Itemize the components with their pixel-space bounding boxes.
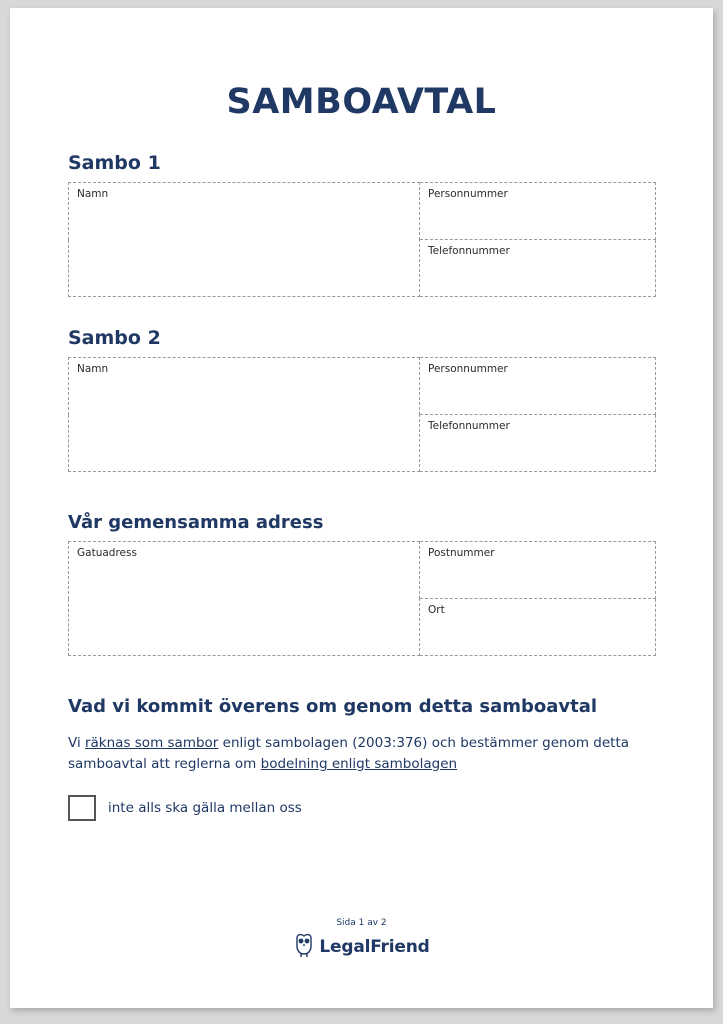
field-postnummer[interactable] xyxy=(420,542,656,599)
section-heading-sambo-1: Sambo 1 xyxy=(68,152,161,174)
section-heading-adress: Vår gemensamma adress xyxy=(68,512,324,533)
table-row xyxy=(69,358,656,415)
field-label: Namn xyxy=(77,363,109,375)
field-label: Personnummer xyxy=(428,363,508,375)
agreement-option-row[interactable] xyxy=(68,795,655,821)
field-telefonnummer-2[interactable] xyxy=(420,415,656,472)
document-page xyxy=(10,8,713,1008)
field-ort[interactable] xyxy=(420,599,656,656)
page-footer xyxy=(10,918,713,962)
field-group-sambo-1 xyxy=(68,182,656,297)
field-label: Telefonnummer xyxy=(428,245,510,257)
owl-icon xyxy=(293,932,315,962)
link-bodelning-enligt-sambolagen[interactable]: bodelning enligt sambolagen xyxy=(260,755,458,772)
field-label: Ort xyxy=(428,604,445,616)
checkbox-inte-alls[interactable] xyxy=(68,795,96,821)
field-group-adress xyxy=(68,541,656,656)
document-content xyxy=(68,8,655,1008)
field-namn-1[interactable] xyxy=(69,183,420,297)
brand-logo xyxy=(293,932,429,962)
field-telefonnummer-1[interactable] xyxy=(420,240,656,297)
section-heading-sambo-2: Sambo 2 xyxy=(68,327,161,349)
section-heading-agreement: Vad vi kommit överens om genom detta samboavtal xyxy=(68,696,598,717)
field-label: Telefonnummer xyxy=(428,420,510,432)
paragraph-text-part-1: Vi xyxy=(68,735,85,751)
field-label: Postnummer xyxy=(428,547,495,559)
table-row xyxy=(69,542,656,599)
brand-name: LegalFriend xyxy=(319,937,430,957)
field-namn-2[interactable] xyxy=(69,358,420,472)
table-row xyxy=(69,183,656,240)
field-label: Personnummer xyxy=(428,188,508,200)
field-personnummer-1[interactable] xyxy=(420,183,656,240)
field-label: Namn xyxy=(77,188,109,200)
field-gatuadress[interactable] xyxy=(69,542,420,656)
checkbox-label: inte alls ska gälla mellan oss xyxy=(108,799,302,816)
field-group-sambo-2 xyxy=(68,357,656,472)
field-label: Gatuadress xyxy=(77,547,137,559)
page-title: SAMBOAVTAL xyxy=(226,82,497,122)
field-personnummer-2[interactable] xyxy=(420,358,656,415)
page-number: Sida 1 av 2 xyxy=(336,918,387,928)
paragraph-text-part-2: enligt sambolagen (2003:376) och bestämmer genom detta samboavtal att reglerna om xyxy=(68,735,630,772)
agreement-paragraph xyxy=(68,733,655,775)
link-raknas-som-sambor[interactable]: räknas som sambor xyxy=(84,735,219,751)
